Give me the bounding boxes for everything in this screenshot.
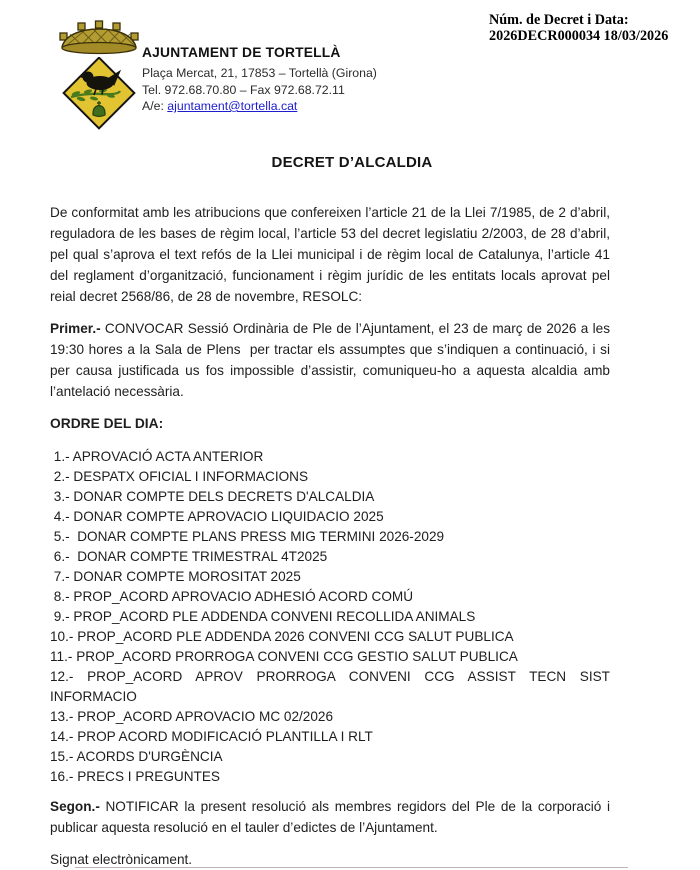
email-label: A/e: <box>142 99 168 113</box>
email-link[interactable]: ajuntament@tortella.cat <box>167 99 298 113</box>
document-body <box>50 152 610 870</box>
agenda-item: 12.- PROP_ACORD APROV PRORROGA CONVENI CCG ASSIST TECN SIST INFORMACIO <box>50 669 610 704</box>
agenda-item: 16.- PRECS I PREGUNTES <box>50 769 220 784</box>
signature-line: Signat electrònicament. <box>50 852 193 867</box>
decree-number-block <box>489 13 697 45</box>
agenda-heading: ORDRE DEL DIA: <box>50 416 164 431</box>
first-resolution-label: Primer.- <box>50 321 101 336</box>
second-resolution-label: Segon.- <box>50 799 100 814</box>
org-name: AJUNTAMENT DE TORTELLÀ <box>142 45 341 60</box>
agenda-item: 7.- DONAR COMPTE MOROSITAT 2025 <box>50 569 301 584</box>
first-resolution-text: CONVOCAR Sessió Ordinària de Ple de l’Ajuntament, el 23 de març de 2026 a les 19:30 hores a la Sala de Plens per tractar els assumptes que s’indiquen a continuació, i si per causa justificada us fos impossible d’assistir, comuniqueu-ho a aquesta alcaldia amb l’antelació necessària. <box>50 321 610 399</box>
crown-icon <box>56 20 142 56</box>
agenda-item: 5.- DONAR COMPTE PLANS PRESS MIG TERMINI 2026-2029 <box>50 529 445 544</box>
agenda-item: 1.- APROVACIÓ ACTA ANTERIOR <box>50 449 264 464</box>
agenda-item: 6.- DONAR COMPTE TRIMESTRAL 4T2025 <box>50 549 328 564</box>
agenda-list <box>50 447 610 787</box>
shield-blackbird-icon <box>56 57 142 131</box>
agenda-item: 4.- DONAR COMPTE APROVACIO LIQUIDACIO 2025 <box>50 509 384 524</box>
agenda-item: 13.- PROP_ACORD APROVACIO MC 02/2026 <box>50 709 334 724</box>
document-title: DECRET D’ALCALDIA <box>271 154 433 171</box>
agenda-item: 2.- DESPATX OFICIAL I INFORMACIONS <box>50 469 309 484</box>
agenda-item: 11.- PROP_ACORD PRORROGA CONVENI CCG GESTIO SALUT PUBLICA <box>50 649 518 664</box>
second-resolution-paragraph <box>50 796 610 838</box>
first-resolution-paragraph <box>50 318 610 402</box>
agenda-item: 8.- PROP_ACORD APROVACIO ADHESIÓ ACORD COMÚ <box>50 589 414 604</box>
agenda-item: 10.- PROP_ACORD PLE ADDENDA 2026 CONVENI CCG SALUT PUBLICA <box>50 629 514 644</box>
decree-label: Núm. de Decret i Data: <box>489 12 629 28</box>
agenda-item: 9.- PROP_ACORD PLE ADDENDA CONVENI RECOLLIDA ANIMALS <box>50 609 476 624</box>
second-resolution-text: NOTIFICAR la present resolució als membres regidors del Ple de la corporació i publicar aquesta resolució en el tauler d’edictes de l’Ajuntament. <box>50 799 610 835</box>
intro-paragraph: De conformitat amb les atribucions que confereixen l’article 21 de la Llei 7/1985, de 2 d’abril, reguladora de les bases de règim local, l’article 53 del decret legislatiu 2/2003, de 28 d’abril, pel qual s’aprova el text refós de la Llei municipal i de règim local de Catalunya, l’article 41 del reglament d’organització, funcionament i règim jurídic de les entitats locals aprovat pel reial decret 2568/86, de 28 de novembre, RESOLC: <box>50 205 610 304</box>
coat-of-arms <box>56 20 142 131</box>
org-address: Plaça Mercat, 21, 17853 – Tortellà (Girona) <box>142 66 377 80</box>
footer-divider <box>75 867 628 868</box>
agenda-item: 3.- DONAR COMPTE DELS DECRETS D'ALCALDIA <box>50 489 375 504</box>
decree-value: 2026DECR000034 18/03/2026 <box>489 27 669 44</box>
letterhead <box>142 45 377 115</box>
org-email-line <box>142 98 377 115</box>
agenda-item: 14.- PROP ACORD MODIFICACIÓ PLANTILLA I RLT <box>50 729 373 744</box>
agenda-item: 15.- ACORDS D'URGÈNCIA <box>50 749 223 764</box>
org-phone-fax: Tel. 972.68.70.80 – Fax 972.68.72.11 <box>142 82 345 97</box>
